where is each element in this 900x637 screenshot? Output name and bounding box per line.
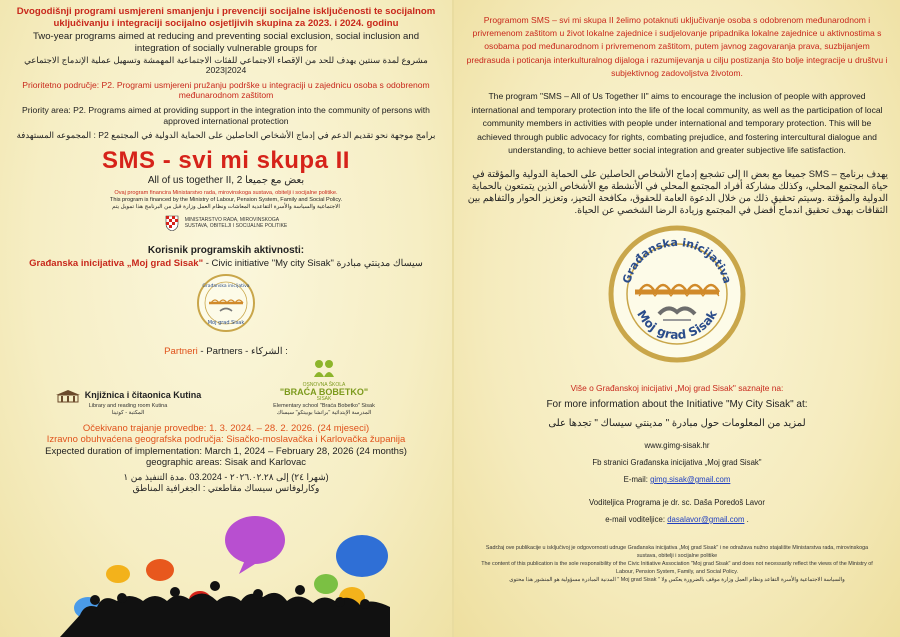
beneficiary-heading: Korisnik programskih aktivnosti: — [147, 244, 305, 256]
logo-large-top-text: Građanska inicijativa — [620, 235, 734, 286]
area-hr: Izravno obuhvaćena geografska područja: Sisačko-moslavačka i Karlovačka županija — [46, 434, 406, 446]
partner-library — [48, 389, 208, 417]
disclaimer-en: The content of this publication is the sole responsibility of the Civic Initiative Association "Moj grad Sisak" and does not necessarily reflect the views of the Ministry of Labour, Pension System, Family, and Social Policy. — [481, 560, 873, 575]
community-illustration — [0, 512, 452, 637]
library-en: Library and reading room Kutina — [88, 402, 168, 409]
leader-email-link[interactable]: dasalavor@gmail.com — [667, 514, 745, 524]
hr-description: Programom SMS – svi mi skupa II želimo potaknuti uključivanje osoba s odobrenom međunarodnom i privremenom zaštitom u život lokalne zajednice i sudjelovanje pripadnika lokalne zajednice u aktivnostima s osobama pod međunarodnom i privremenom zaštitom, putem javnog zagovaranja prava, suzbijanjem predrasuda i poticanja interkulturalnog dijaloga i razumijevanja u cilju postizanja što bolje integracije u društvu i subjektivnog zadovoljstva životom. — [466, 15, 888, 78]
ministry-logo — [10, 215, 442, 231]
ar-priority-text: برامج موجهة نحو تقديم الدعم في إدماج الأشخاص الحاصلين على الحماية الدولية في المجتمع P2 : المجموعه المستهدفة — [16, 130, 436, 141]
hr-priority-text: Prioritetno područje: P2. Programi usmjereni pružanju podrške u integraciji u zajednicu osoba s odobrenom međunarodnom zaštitom — [22, 79, 430, 101]
area-ar: وكارلوفاتس سيساك مقاطعتي : الجغرافية المناطق — [132, 482, 320, 493]
initiative-logo-small — [10, 273, 442, 338]
initiative-translations: - Civic initiative "My city Sisak" سيساك مدينتي مبادرة — [203, 257, 423, 269]
ar-description: يهدف برنامج – SMS جميعا مع بعض II إلى تشجيع إدماج الأشخاص الحاصلين على الحماية الدولية والمؤقتة في حياة المجتمع المحلي، وكذلك مشاركة أفراد المجتمع المحلي في الأنشطة مع الأشخاص الذين يتمتعون بالحماية الدولية والمؤقتة .وسيتم تحقيق ذلك من خلال الدعوة العامة للحقوق، مكافحة التحيز، وتعزيز الحوار والتفاهم بين الثقافات بهدف تحقيق اندماج أفضل في المجتمع وزيادة الرضا الشخصي عن الحياة. — [467, 167, 888, 215]
partners-en: - Partners - — [197, 345, 252, 357]
leader-email-label: e-mail voditeljice: — [605, 514, 668, 524]
info-en: For more information about the Initiative "My City Sisak" at: — [546, 398, 808, 410]
bridge-handshake-logo-icon — [196, 273, 256, 333]
en-programs-text: Two-year programs aimed at reducing and preventing social exclusion, social inclusion and integration of socially vulnerable groups for — [32, 30, 420, 54]
disclaimer — [476, 544, 878, 584]
library-building-icon — [55, 389, 81, 403]
right-panel — [452, 0, 900, 637]
library-name: Knjižnica i čitaonica Kutina — [84, 390, 202, 401]
school-name: "BRAĆA BOBETKO" — [279, 386, 369, 397]
en-priority-text: Priority area: P2. Programs aimed at providing support in the integration into the community of persons with approved international protection — [22, 104, 430, 126]
duration-en: Expected duration of implementation: March 1, 2024 – February 28, 2026 (24 months) — [45, 445, 407, 457]
school-en: Elementary school "Braća Bobetko" Sisak — [273, 402, 375, 409]
facebook-page-text: Fb stranici Građanska inicijativa „Moj grad Sisak" — [592, 457, 762, 467]
partners-row — [30, 359, 422, 417]
area-en: geographic areas: Sisak and Karlovac — [145, 457, 306, 469]
disclaimer-hr: Sadržaj ove publikacije u isključivoj je odgovornosti udruge Građanska inicijativa „Moj grad Sisak" i ne odražava nužno stajalište Ministarstva rada, mirovinskoga sustava, obitelji i socijalne politike — [485, 544, 869, 559]
ministry-name-line1: MINISTARSTVO RADA, MIROVINSKOGA — [184, 216, 280, 223]
school-city: SISAK — [316, 395, 332, 402]
partners-ar: الشركاء : — [251, 345, 288, 357]
partner-school — [244, 359, 404, 417]
partners-heading — [10, 346, 442, 357]
disclaimer-ar: والسياسة الاجتماعية والأسرة التقاعد ونظام العمل وزارة موقف بالضرورة يعكس ولا " Moj grad Sisak " المدنية المبادرة مسؤولية هو المنشور هذا محتوى — [509, 576, 845, 583]
school-ar: المدرسة الإبتدائية "براتشا بوبيتكو" سيساك — [276, 409, 372, 416]
school-label: OSNOVNA ŠKOLA — [302, 381, 346, 388]
financing-hr: Ovaj program financira Ministarstvo rada, mirovinskoga sustava, obitelji i socijalne politike. — [114, 189, 338, 196]
duration-hr: Očekivano trajanje provedbe: 1. 3. 2024. – 28. 2. 2026. (24 mjeseci) — [82, 422, 370, 434]
leader-email-line — [466, 515, 888, 524]
ministry-name-line2: SUSTAVA, OBITELJI I SOCIJALNE POLITIKE — [184, 222, 288, 229]
initiative-name: Građanska inicijativa „Moj grad Sisak" — [29, 257, 204, 269]
email-line — [466, 475, 888, 484]
duration-ar: شهرا ٢٤) إلى ٢٠٢٦.٠٢.٢٨ - 03.2024 .مدة التنفيذ من ١) — [123, 471, 329, 482]
email-link[interactable]: gimg.sisak@gmail.com — [650, 474, 731, 484]
financing-ar: الاجتماعية والسياسة والأسرة التقاعدية المعاشات ونظام العمل وزارة قبل من البرنامج هذا تمويل يتم — [112, 203, 340, 210]
ar-programs-text: مشروع لمدة سنتين يهدف للحد من الإقصاء الاجتماعي للفئات الاجتماعية المهمشة وتسهيل عملية الإندماج الاجتماعي 2024|2023 — [24, 54, 428, 76]
subtitle: All of us together II, 2 بعض مع جميعا — [147, 174, 305, 186]
leader-email-tail: . — [744, 514, 749, 524]
bridge-handshake-logo-icon — [607, 224, 747, 364]
hr-programs-text: Dvogodišnji programi usmjereni smanjenju i prevenciji socijalne isključenosti te socijalnom uključivanju i integraciji socijalno osjetljivih skupina za 2023. i 2024. godinu — [16, 6, 436, 30]
library-ar: المكتبة - كوتينا — [111, 409, 145, 416]
financing-en: This program is financed by the Ministry of Labour, Pension System, Family and Social Policy. — [109, 196, 343, 203]
initiative-logo-large — [466, 224, 888, 369]
logo-bottom-text: Moj grad Sisak — [207, 319, 245, 326]
school-figures-icon — [311, 359, 337, 379]
partners-label: Partneri — [164, 345, 198, 357]
program-leader: Voditeljica Programa je dr. sc. Daša Poredoš Lavor — [589, 497, 765, 507]
en-description: The program "SMS – All of Us Together II" aims to encourage the inclusion of people with approved international and temporary protection into the life of the local community, as well as the participation of local community members in activities with people under international and temporary protection. This will be achieved through public advocacy for rights, combating prejudice, and fostering intercultural dialogue and understanding, to achieve better social integration and greater subjective life satisfaction. — [471, 91, 883, 156]
website-link[interactable]: www.gimg-sisak.hr — [644, 440, 710, 450]
info-hr: Više o Građanskoj inicijativi „Moj grad Sisak" saznajte na: — [570, 382, 784, 393]
croatia-coat-of-arms-icon — [165, 215, 179, 231]
logo-large-bottom-text: Moj grad Sisak — [634, 307, 720, 343]
main-title: SMS - svi mi skupa II — [102, 146, 350, 174]
info-ar: لمزيد من المعلومات حول مبادرة " مدينتي سيساك " تجدها على — [548, 417, 806, 429]
beneficiary-line — [10, 258, 442, 269]
logo-top-text: Građanska inicijativa — [202, 283, 250, 289]
email-label: E-mail: — [623, 474, 651, 484]
